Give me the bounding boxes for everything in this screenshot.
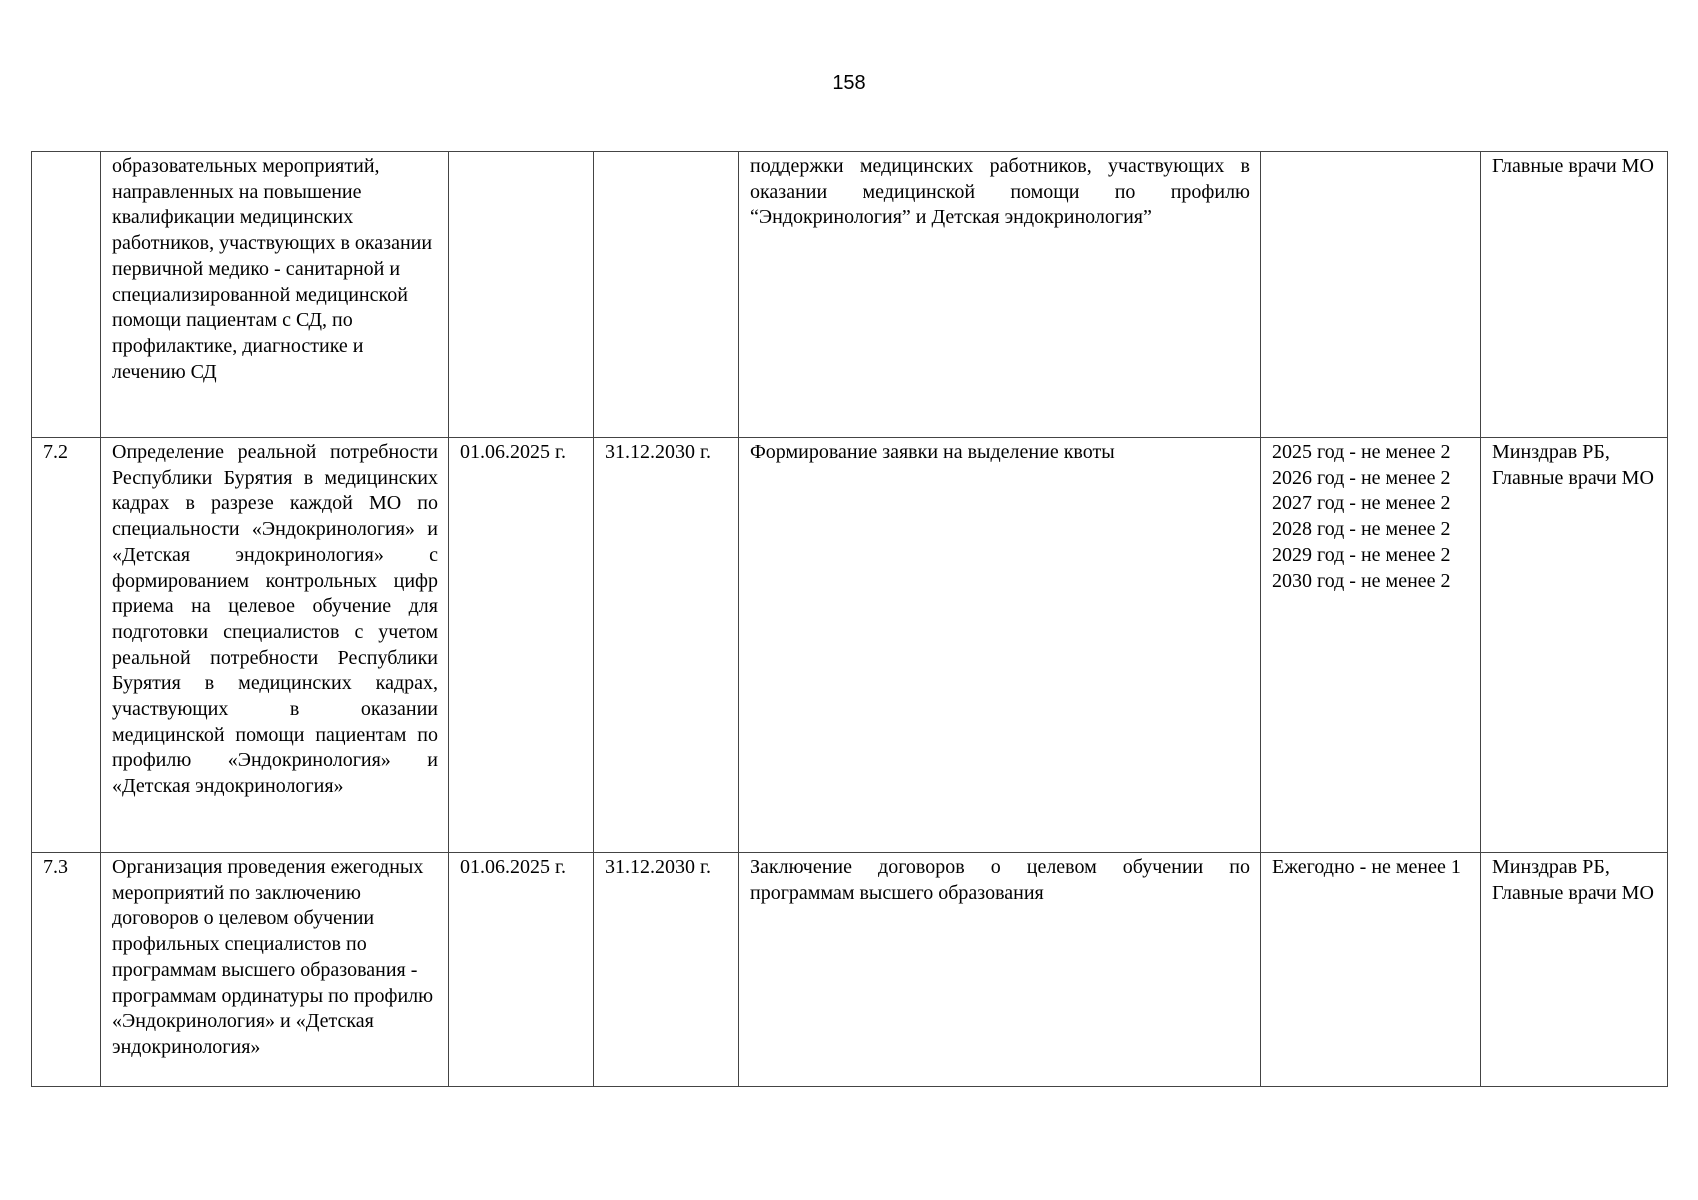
indicator-line: Ежегодно - не менее 1: [1272, 856, 1461, 878]
event-cell: образовательных мероприятий, направленных на повышение квалификации медицинских работников, участвующих в оказании первичной медико - санитарной и специализированной медицинской помощи пациентам с СД, по профилактике, диагностике и лечению СД: [101, 152, 449, 438]
indicator-line: 2025 год - не менее 2: [1272, 441, 1451, 463]
result-cell: Заключение договоров о целевом обучении по программам высшего образования: [739, 853, 1261, 1087]
indicator-line: 2028 год - не менее 2: [1272, 518, 1451, 541]
table-row: [32, 853, 1668, 1087]
start-date-cell: 01.06.2025 г.: [449, 853, 594, 1087]
indicator-cell: [1261, 152, 1481, 438]
indicator-cell: [1261, 438, 1481, 853]
result-cell: Формирование заявки на выделение квоты: [739, 438, 1261, 853]
indicator-line: 2027 год - не менее 2: [1272, 492, 1451, 515]
page-number: 158: [832, 72, 866, 94]
event-cell: Определение реальной потребности Республики Бурятия в медицинских кадрах в разрезе каждой МО по специальности «Эндокринология» и «Детская эндокринология» с формированием контрольных цифр приема на целевое обучение для подготовки специалистов с учетом реальной потребности Республики Бурятия в медицинских кадрах, участвующих в оказании медицинской помощи пациентам по профилю «Эндокринология» и «Детская эндокринология»: [101, 438, 449, 853]
result-cell: поддержки медицинских работников, участвующих в оказании медицинской помощи по профилю “Эндокринология” и Детская эндокринология”: [739, 152, 1261, 438]
start-date-cell: [449, 152, 594, 438]
responsible-cell: Минздрав РБ, Главные врачи МО: [1481, 438, 1668, 853]
end-date-cell: 31.12.2030 г.: [594, 853, 739, 1087]
table-row: [32, 152, 1668, 438]
measures-table: [31, 151, 1668, 1087]
start-date-cell: 01.06.2025 г.: [449, 438, 594, 853]
indicator-line: 2026 год - не менее 2: [1272, 466, 1451, 489]
row-number-cell: [32, 152, 101, 438]
responsible-cell: Минздрав РБ, Главные врачи МО: [1481, 853, 1668, 1087]
indicator-line: 2030 год - не менее 2: [1272, 569, 1451, 592]
row-number-cell: 7.3: [32, 853, 101, 1087]
responsible-cell: Главные врачи МО: [1481, 152, 1668, 438]
table-row: [32, 438, 1668, 853]
end-date-cell: [594, 152, 739, 438]
end-date-cell: 31.12.2030 г.: [594, 438, 739, 853]
indicator-cell: [1261, 853, 1481, 1087]
row-number-cell: 7.2: [32, 438, 101, 853]
indicator-line: 2029 год - не менее 2: [1272, 543, 1451, 566]
event-cell: Организация проведения ежегодных мероприятий по заключению договоров о целевом обучении профильных специалистов по программам высшего образования - программам ординатуры по профилю «Эндокринология» и «Детская эндокринология»: [101, 853, 449, 1087]
